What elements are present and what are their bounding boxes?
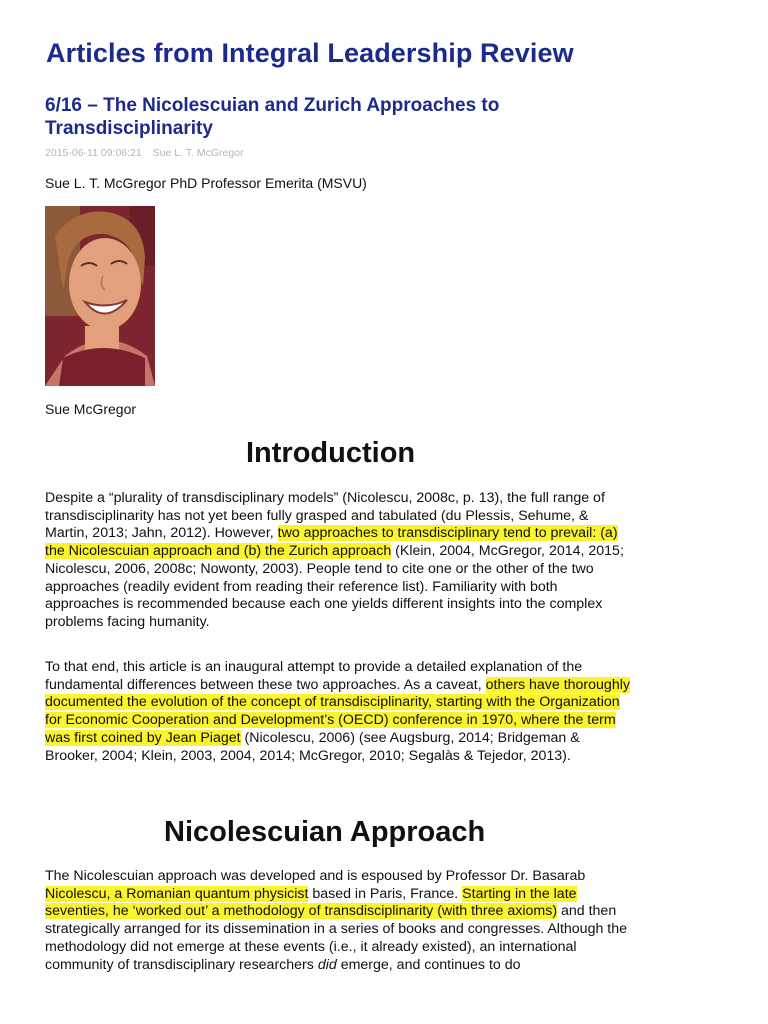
text-run: (Nicolescu, 2006) (see Augsburg, 2014; Bridgeman & Brooker, 2004; Klein, 2003, 2004, 2014; McGregor, 2010; Segalàs & Tejedor, 2013). [45, 729, 580, 764]
article-meta [45, 147, 252, 159]
author-photo [45, 206, 155, 386]
text-run: The Nicolescuian approach was developed and is espoused by Professor Dr. Basarab [45, 868, 586, 884]
highlight: Starting in the late seventies, he ‘worked out’ a methodology of transdisciplinarity (with three axioms) [45, 885, 577, 920]
site-title[interactable]: Articles from Integral Leadership Review [46, 38, 574, 68]
text-run: emerge, and continues to do [336, 956, 521, 973]
text-run: (Klein, 2004, McGregor, 2014, 2015; Nicolescu, 2006, 2008c; Nowonty, 2003). People tend to cite one or the other of the two approaches (readily evident from reading their reference list). Familiarity with both approaches is recommended because each one yields different insights into the complex problems facing humanity. [45, 543, 624, 630]
nicolescuian-paragraph-1 [45, 868, 635, 974]
text-run: Despite a “plurality of transdisciplinary models” (Nicolescu, 2008c, p. 13), the full range of transdisciplinarity has not yet been fully grasped and tabulated (du Plessis, Sehume, & Martin, 2013; Jahn, 2012). However, [45, 490, 605, 542]
intro-paragraph-1 [45, 490, 635, 632]
text-run: To that end, this article is an inaugural attempt to provide a detailed explanation of the fundamental differences between these two approaches. As a caveat, [45, 659, 583, 693]
highlight: others have thoroughly documented the evolution of the concept of transdisciplinarity, starting with the Organization for Economic Cooperation and Development’s (OECD) conference in 1970, where the term was first coined by Jean Piaget [45, 676, 630, 746]
publish-date: 2015-06-11 09:06:21 [45, 147, 142, 159]
author-link[interactable]: Sue L. T. McGregor [152, 147, 244, 159]
emphasis: did [317, 956, 337, 973]
text-run: based in Paris, France. [308, 885, 463, 902]
heading-introduction: Introduction [246, 437, 416, 469]
heading-nicolescuian-approach: Nicolescuian Approach [164, 816, 486, 848]
photo-caption: Sue McGregor [45, 401, 137, 417]
highlight: Nicolescu, a Romanian quantum physicist [45, 885, 309, 902]
text-run: and then strategically arranged for its dissemination in a series of books and congresses. Although the methodology did not emerge at these events (i.e., it already existed), an international community of transdisciplinary researchers [45, 903, 628, 973]
highlight: two approaches to transdisciplinary tend to prevail: (a) the Nicolescuian approach and (b) the Zurich approach [45, 525, 618, 560]
article-title[interactable]: 6/16 – The Nicolescuian and Zurich Approaches to Transdisciplinarity [45, 95, 500, 139]
intro-paragraph-2 [45, 659, 635, 765]
author-byline: Sue L. T. McGregor PhD Professor Emerita (MSVU) [45, 175, 367, 191]
